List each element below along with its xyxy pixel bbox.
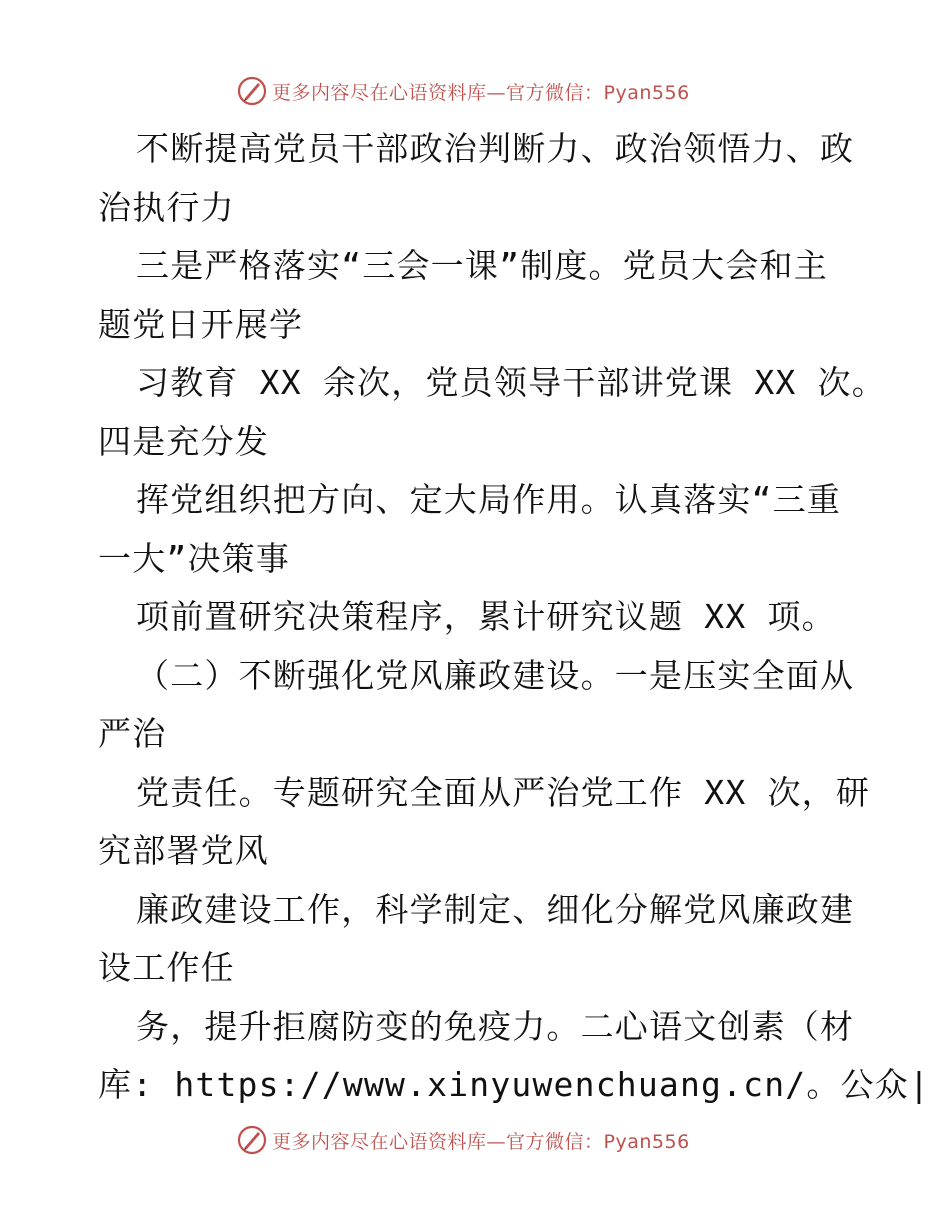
text-line: 习教育 XX 余次，党员领导干部讲党课 XX 次。 [136,363,886,402]
text-line: 党责任。专题研究全面从严治党工作 XX 次，研 [136,772,871,812]
quill-pen-logo-icon [236,75,268,107]
text-line: 一大”决策事 [98,538,291,578]
text-line: （二）不断强化党风廉政建设。一是压实全面从 [136,655,855,695]
text-line: 廉政建设工作，科学制定、细化分解党风廉政建 [136,889,855,929]
text-line: 设工作任 [98,948,235,987]
header-watermark [236,73,690,109]
text-line: 究部署党风 [98,831,269,870]
wechat-id: Pyan556 [603,1130,690,1153]
text-line: 库: https://www.xinyuwenchuang.cn/。公众| [98,1065,931,1104]
text-line: 题党日开展学 [98,304,304,344]
text-line: 项前置研究决策程序，累计研究议题 XX 项。 [136,597,836,636]
watermark-text: 更多内容尽在心语资料库—官方微信：Pyan556 [272,81,690,104]
wechat-id: Pyan556 [603,81,690,104]
text-line: 务，提升拒腐防变的免疫力。二心语文创素（材 [136,1006,855,1046]
text-line: 四是充分发 [98,421,269,461]
text-line: 挥党组织把方向、定大局作用。认真落实“三重 [136,480,842,519]
footer-watermark [236,1122,690,1158]
watermark-text: 更多内容尽在心语资料库—官方微信：Pyan556 [272,1130,690,1153]
text-line: 三是严格落实“三会一课”制度。党员大会和主 [136,246,828,285]
quill-pen-logo-icon [236,1124,268,1156]
text-line: 不断提高党员干部政治判断力、政治领悟力、政 [136,129,855,168]
text-line: 治执行力 [98,187,235,227]
body-text [98,120,931,1115]
text-line: 严治 [98,714,167,753]
